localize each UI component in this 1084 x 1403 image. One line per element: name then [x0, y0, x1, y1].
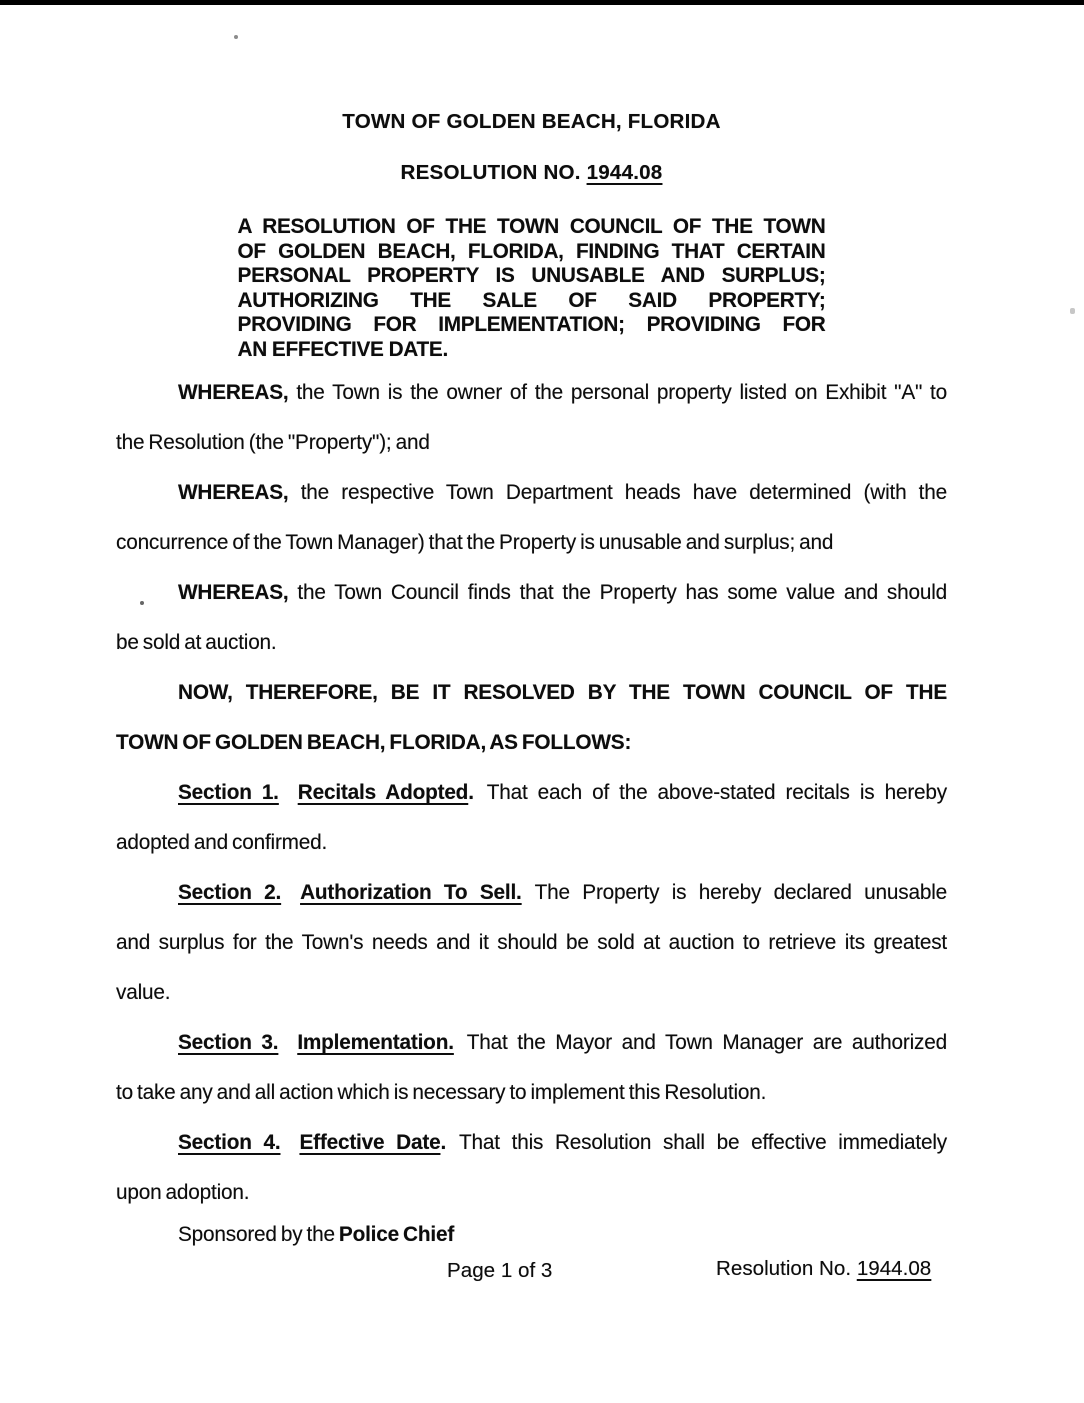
section-1-title: Recitals Adopted [297, 781, 469, 804]
caption-line: AN EFFECTIVE DATE. [237, 337, 448, 361]
sponsor-name: Police Chief [338, 1223, 455, 1246]
caption-line: PERSONAL PROPERTY IS UNUSABLE AND SURPLUS; [237, 264, 826, 287]
whereas-keyword: WHEREAS, [178, 581, 289, 604]
whereas-clause-3-line-2: be sold at auction. [116, 631, 277, 654]
whereas-clause-2-line-1 [116, 468, 947, 518]
section-4-label: Section 4. [178, 1131, 281, 1154]
section-4-line-2: upon adoption. [116, 1181, 250, 1204]
page-number: Page 1 of 3 [447, 1259, 553, 1282]
whereas-clause-3-text: the Town Council finds that the Property has some value and should [288, 581, 947, 604]
section-3-text: That the Mayor and Town Manager are authorized [466, 1031, 947, 1054]
caption-line: A RESOLUTION OF THE TOWN COUNCIL OF THE TOWN [237, 215, 826, 238]
whereas-keyword: WHEREAS, [178, 481, 289, 504]
scan-artifact-dot [1070, 308, 1075, 314]
section-1-line-2: adopted and confirmed. [116, 831, 328, 854]
section-3-line-2: to take any and all action which is necessary to implement this Resolution. [116, 1081, 767, 1104]
section-4-period: . [440, 1131, 447, 1154]
section-3-label: Section 3. [178, 1031, 279, 1054]
document-title: TOWN OF GOLDEN BEACH, FLORIDA [342, 110, 721, 133]
whereas-clause-1-line-2: the Resolution (the "Property"); and [116, 431, 430, 454]
caption-line: OF GOLDEN BEACH, FLORIDA, FINDING THAT CERTAIN [237, 239, 826, 263]
whereas-clause-2-text: the respective Town Department heads have determined (with the [288, 481, 947, 504]
whereas-clause-2-line-2: concurrence of the Town Manager) that the Property is unusable and surplus; and [116, 531, 834, 554]
resolution-number-value: 1944.08 [586, 161, 663, 184]
whereas-clause-1-line-1 [116, 368, 947, 418]
footer-resolution-prefix: Resolution No. [716, 1257, 857, 1280]
footer-resolution-value: 1944.08 [856, 1257, 932, 1280]
section-2-title: Authorization To Sell. [300, 881, 522, 904]
resolution-number-heading [116, 161, 947, 185]
resolution-number-prefix: RESOLUTION NO. [400, 161, 587, 184]
section-1-label: Section 1. [178, 781, 279, 804]
section-2-label: Section 2. [178, 881, 282, 904]
section-2-text: The Property is hereby declared unusable [534, 881, 948, 904]
sponsored-text: Sponsored by the [178, 1223, 339, 1246]
section-1-period: . [468, 781, 474, 804]
section-4-line-1 [116, 1118, 947, 1168]
whereas-keyword: WHEREAS, [178, 381, 289, 404]
section-2-line-1 [116, 868, 947, 918]
section-2-line-2: and surplus for the Town's needs and it should be sold at auction to retrieve its greatest [116, 931, 947, 954]
resolved-clause-line-1: NOW, THEREFORE, BE IT RESOLVED BY THE TOWN COUNCIL OF THE [178, 681, 947, 704]
section-2-line-3: value. [116, 981, 171, 1004]
resolution-body [116, 368, 947, 1260]
caption-line: PROVIDING FOR IMPLEMENTATION; PROVIDING FOR [237, 313, 826, 336]
section-1-line-1 [116, 768, 947, 818]
caption-line: AUTHORIZING THE SALE OF SAID PROPERTY; [237, 288, 826, 312]
whereas-clause-3-line-1 [116, 568, 947, 618]
resolution-caption-block [238, 215, 826, 362]
document-page [116, 0, 947, 1260]
whereas-clause-1-text: the Town is the owner of the personal property listed on Exhibit "A" to [288, 381, 947, 404]
footer-resolution-number [716, 1257, 931, 1281]
section-3-line-1 [116, 1018, 947, 1068]
section-4-text: That this Resolution shall be effective immediately [459, 1131, 947, 1154]
resolved-clause-line-2: TOWN OF GOLDEN BEACH, FLORIDA, AS FOLLOWS: [116, 731, 632, 754]
section-1-text: That each of the above-stated recitals is hereby [486, 781, 947, 804]
section-4-title: Effective Date [299, 1131, 441, 1154]
section-3-title: Implementation. [297, 1031, 454, 1054]
sponsored-line [116, 1210, 947, 1260]
